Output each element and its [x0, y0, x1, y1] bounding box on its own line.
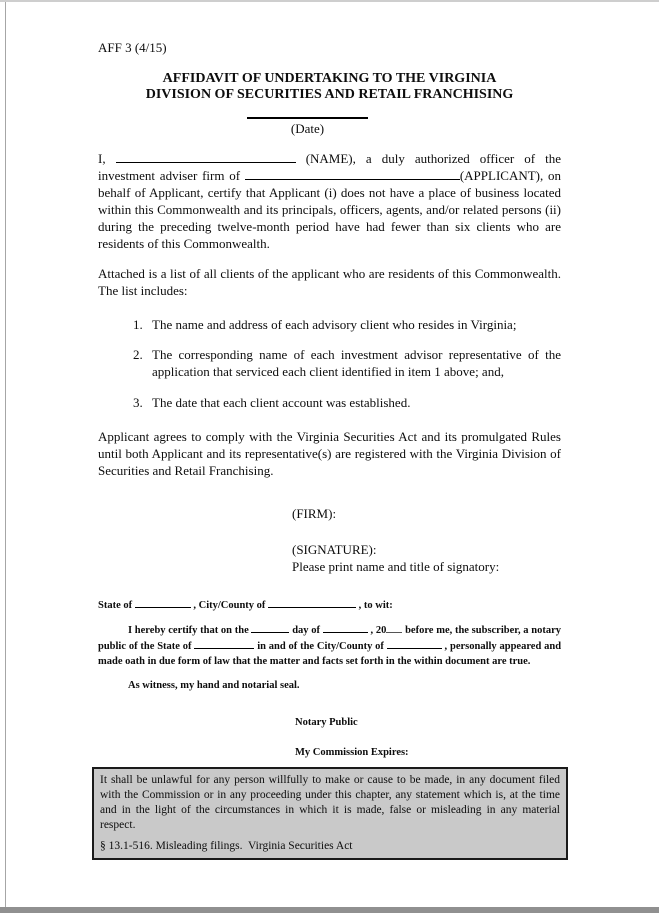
notary-state-line: [98, 598, 561, 613]
title-line-1: AFFIDAVIT OF UNDERTAKING TO THE VIRGINIA: [162, 71, 497, 86]
city-county-text: , City/County of: [193, 600, 266, 611]
intro-text-after-applicant: (APPLICANT), on behalf of Applicant, certify that Applicant (i) does not have a place of business located within this Commonwealth and its principals, officers, agents, and/or related persons (ii) during the preceding twelve-month period have had fewer than six clients who are residents of this Commonwealth.: [98, 168, 561, 251]
state-blank-line: [135, 598, 191, 608]
notary-certification-paragraph: [98, 623, 561, 670]
cert-text-6: , personally appeared and made oath in due form of law that the matter and facts set forth in the within document are true.: [98, 640, 562, 667]
list-item: [133, 316, 561, 333]
applicant-blank-line: [245, 168, 460, 180]
name-blank-line: [116, 151, 296, 163]
item-number: 1.: [133, 317, 143, 332]
item-text: The name and address of each advisory client who resides in Virginia;: [152, 317, 517, 332]
city-county-blank-line: [268, 598, 356, 608]
year-blank-line: [386, 623, 402, 633]
commission-expires-label: My Commission Expires:: [295, 746, 409, 758]
date-block: [98, 117, 561, 136]
page-bottom-edge: [0, 907, 659, 913]
form-number: AFF 3 (4/15): [98, 40, 167, 55]
item-number: 3.: [133, 395, 143, 410]
notary-city-county-blank-line: [387, 639, 442, 649]
cert-text-5: in and of the City/County of: [257, 640, 384, 652]
item-number: 2.: [133, 347, 143, 362]
date-blank-line: [247, 117, 368, 119]
statute-citation: § 13.1-516. Misleading filings. Virginia Securities Act: [100, 839, 353, 852]
cert-text-1: I hereby certify that on the: [128, 625, 249, 636]
legal-notice-box: [92, 767, 568, 860]
to-wit-text: , to wit:: [358, 600, 393, 611]
page-left-edge: [5, 2, 6, 907]
document-content: [98, 0, 561, 860]
agreement-paragraph: Applicant agrees to comply with the Virginia Securities Act and its promulgated Rules until both Applicant and its representative(s) are registered with the Virginia Division of Securities and Retail Franchising.: [98, 429, 561, 478]
notary-section: [98, 598, 561, 760]
witness-line: As witness, my hand and notarial seal.: [128, 679, 300, 691]
intro-text-after-name: (NAME), a duly authorized officer of the investment adviser firm of: [98, 151, 562, 183]
list-item: [133, 394, 561, 411]
document-title: [98, 71, 561, 103]
day-blank-line: [251, 623, 289, 633]
item-text: The corresponding name of each investment advisor representative of the application that serviced each client identified in item 1 above; and,: [152, 347, 561, 379]
month-blank-line: [323, 623, 368, 633]
intro-paragraph: [98, 150, 561, 252]
cert-text-2: day of: [292, 625, 321, 636]
legal-notice-text: It shall be unlawful for any person willfully to make or cause to be made, in any document filed with the Commission or in any proceeding under this chapter, any statement which is, at the time and in the light of the circumstances in which it is made, false or misleading in any material respect.: [100, 773, 560, 831]
date-caption: (Date): [290, 121, 325, 136]
signature-label: (SIGNATURE):: [292, 542, 377, 557]
cert-text-3: , 20: [370, 625, 387, 636]
notary-public-label: Notary Public: [295, 716, 358, 728]
firm-label: (FIRM):: [292, 506, 337, 521]
cert-text-4: before me, the subscriber, a notary public of the State of: [98, 625, 562, 652]
print-name-label: Please print name and title of signatory:: [292, 559, 500, 574]
notary-state-blank-line: [194, 639, 254, 649]
attached-lead-in: Attached is a list of all clients of the applicant who are residents of this Commonwealth. The list includes:: [98, 266, 561, 298]
item-text: The date that each client account was established.: [152, 395, 411, 410]
state-of-text: State of: [98, 600, 133, 611]
signature-block: [292, 541, 561, 575]
intro-text-before-name: I,: [98, 151, 106, 166]
title-line-2: DIVISION OF SECURITIES AND RETAIL FRANCHISING: [145, 87, 514, 102]
list-item: [133, 346, 561, 380]
